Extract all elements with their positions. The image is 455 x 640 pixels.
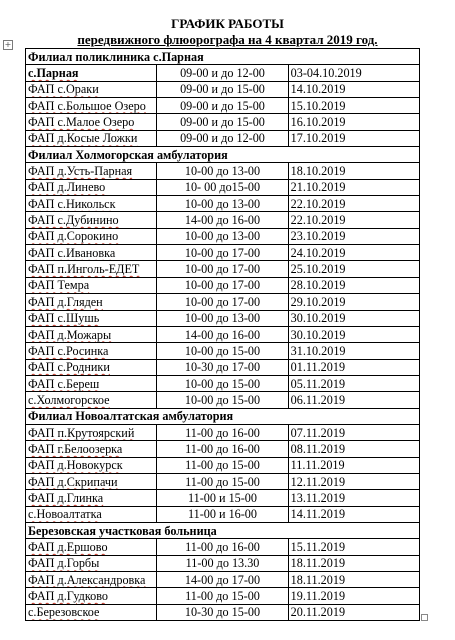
facility-name-text: ФАП с.Ивановка — [28, 245, 116, 260]
working-hours-text: 10-00 до 17-00 — [184, 245, 261, 260]
facility-name-text: ФАП с.Ораки — [28, 82, 99, 97]
working-hours-cell — [157, 506, 288, 522]
facility-name-cell — [26, 457, 157, 473]
working-hours-text: 10-00 до 17-00 — [184, 262, 261, 277]
facility-name-cell — [26, 196, 157, 212]
table-row — [26, 310, 420, 326]
visit-date-cell — [288, 359, 419, 375]
table-row — [26, 326, 420, 342]
table-row — [26, 441, 420, 457]
working-hours-cell — [157, 228, 288, 244]
working-hours-text: 09-00 и до 12-00 — [180, 66, 265, 81]
visit-date-cell — [288, 114, 419, 130]
table-row — [26, 506, 420, 522]
table-row — [26, 457, 420, 473]
facility-name-text: ФАП п.Крутоярский — [28, 425, 135, 440]
working-hours-cell — [157, 114, 288, 130]
working-hours-cell — [157, 375, 288, 391]
working-hours-cell — [157, 130, 288, 146]
section-header-row — [26, 147, 420, 163]
facility-name-text: ФАП д.Горбы — [28, 556, 100, 571]
visit-date-cell — [288, 65, 419, 81]
visit-date-cell — [288, 130, 419, 146]
visit-date-text: 06.11.2019 — [290, 392, 346, 407]
facility-name-cell — [26, 310, 157, 326]
facility-name-text: ФАП с.Шушь — [28, 311, 100, 326]
working-hours-text: 14-00 до 16-00 — [184, 213, 261, 228]
facility-name-text: ФАП д.Косые Ложки — [28, 131, 138, 146]
facility-name-text: ФАП с.Большое Озеро — [28, 98, 146, 113]
table-row — [26, 375, 420, 391]
visit-date-text: 18.10.2019 — [290, 164, 346, 179]
working-hours-cell — [157, 457, 288, 473]
visit-date-cell — [288, 98, 419, 114]
facility-name-text: ФАП Темра — [28, 278, 90, 293]
visit-date-text: 12.11.2019 — [290, 474, 346, 489]
working-hours-text: 10-00 до 15-00 — [184, 343, 261, 358]
working-hours-text: 11-00 и 16-00 — [187, 507, 257, 522]
visit-date-cell — [288, 228, 419, 244]
working-hours-text: 11-00 до 16-00 — [185, 539, 260, 554]
working-hours-cell — [157, 294, 288, 310]
working-hours-cell — [157, 163, 288, 179]
table-row — [26, 261, 420, 277]
facility-name-cell — [26, 212, 157, 228]
visit-date-text: 30.10.2019 — [290, 311, 346, 326]
working-hours-cell — [157, 392, 288, 408]
visit-date-text: 25.10.2019 — [290, 262, 346, 277]
working-hours-cell — [157, 604, 288, 620]
section-header-label: Филиал поликлиника с.Парная — [26, 49, 420, 65]
working-hours-text: 11-00 до 15-00 — [185, 474, 260, 489]
table-row — [26, 81, 420, 97]
facility-name-cell — [26, 572, 157, 588]
facility-name-text: ФАП г.Белоозерка — [28, 441, 123, 456]
facility-name-cell — [26, 163, 157, 179]
working-hours-text: 09-00 и до 15-00 — [180, 82, 265, 97]
visit-date-cell — [288, 441, 419, 457]
table-row — [26, 588, 420, 604]
visit-date-cell — [288, 473, 419, 489]
facility-name-text: ФАП д.Ершово — [28, 539, 108, 554]
table-row — [26, 392, 420, 408]
facility-name-text: с.Парная — [28, 66, 79, 81]
visit-date-cell — [288, 294, 419, 310]
table-row — [26, 98, 420, 114]
facility-name-text: ФАП д.Усть-Парная — [28, 164, 133, 179]
visit-date-cell — [288, 506, 419, 522]
working-hours-cell — [157, 555, 288, 571]
facility-name-cell — [26, 98, 157, 114]
working-hours-cell — [157, 65, 288, 81]
facility-name-cell — [26, 604, 157, 620]
visit-date-text: 31.10.2019 — [290, 343, 346, 358]
visit-date-text: 07.11.2019 — [290, 425, 346, 440]
visit-date-cell — [288, 604, 419, 620]
facility-name-text: ФАП д.Новокурск — [28, 458, 123, 473]
working-hours-text: 11-00 до 13.30 — [185, 556, 260, 571]
working-hours-cell — [157, 326, 288, 342]
working-hours-text: 11-00 до 15-00 — [185, 458, 260, 473]
visit-date-text: 18.11.2019 — [290, 556, 346, 571]
visit-date-text: 30.10.2019 — [290, 327, 346, 342]
visit-date-text: 24.10.2019 — [290, 245, 346, 260]
working-hours-text: 10-30 до 17-00 — [184, 360, 261, 375]
table-row — [26, 473, 420, 489]
table-row — [26, 343, 420, 359]
visit-date-cell — [288, 81, 419, 97]
visit-date-text: 17.10.2019 — [290, 131, 346, 146]
section-header-label: Филиал Новоалтатская амбулатория — [26, 408, 420, 424]
facility-name-cell — [26, 65, 157, 81]
working-hours-cell — [157, 179, 288, 195]
facility-name-cell — [26, 277, 157, 293]
working-hours-text: 09-00 и до 15-00 — [180, 115, 265, 130]
visit-date-text: 05.11.2019 — [290, 376, 346, 391]
facility-name-text: ФАП д.Глинка — [28, 490, 104, 505]
facility-name-cell — [26, 228, 157, 244]
table-move-handle-icon[interactable]: + — [4, 40, 12, 49]
working-hours-text: 10-00 до 15-00 — [184, 392, 261, 407]
facility-name-cell — [26, 555, 157, 571]
working-hours-text: 10-30 до 15-00 — [184, 605, 261, 620]
working-hours-text: 09-00 и до 12-00 — [180, 131, 265, 146]
visit-date-text: 28.10.2019 — [290, 278, 346, 293]
working-hours-text: 14-00 до 17-00 — [184, 572, 261, 587]
table-row — [26, 359, 420, 375]
visit-date-text: 20.11.2019 — [290, 605, 346, 620]
working-hours-text: 14-00 до 16-00 — [184, 327, 261, 342]
visit-date-cell — [288, 163, 419, 179]
facility-name-cell — [26, 441, 157, 457]
working-hours-text: 10-00 до 15-00 — [184, 376, 261, 391]
visit-date-text: 23.10.2019 — [290, 229, 346, 244]
table-row — [26, 424, 420, 440]
visit-date-text: 13.11.2019 — [290, 490, 346, 505]
facility-name-cell — [26, 179, 157, 195]
table-row — [26, 277, 420, 293]
working-hours-cell — [157, 588, 288, 604]
working-hours-text: 10-00 до 17-00 — [184, 294, 261, 309]
table-row — [26, 539, 420, 555]
facility-name-text: ФАП с.Дубинино — [28, 213, 119, 228]
working-hours-cell — [157, 98, 288, 114]
working-hours-text: 10-00 до 13-00 — [184, 311, 261, 326]
visit-date-text: 14.10.2019 — [290, 82, 346, 97]
working-hours-cell — [157, 212, 288, 228]
table-row — [26, 604, 420, 620]
table-row — [26, 65, 420, 81]
section-header-row — [26, 408, 420, 424]
visit-date-cell — [288, 179, 419, 195]
facility-name-cell — [26, 343, 157, 359]
working-hours-text: 10-00 до 13-00 — [184, 196, 261, 211]
working-hours-text: 11-00 до 15-00 — [185, 589, 260, 604]
facility-name-cell — [26, 81, 157, 97]
visit-date-text: 19.11.2019 — [290, 589, 346, 604]
visit-date-text: 18.11.2019 — [290, 572, 346, 587]
working-hours-cell — [157, 424, 288, 440]
facility-name-cell — [26, 326, 157, 342]
facility-name-cell — [26, 114, 157, 130]
visit-date-text: 15.11.2019 — [290, 539, 346, 554]
working-hours-text: 10-00 до 13-00 — [184, 229, 261, 244]
facility-name-text: с.Березовское — [28, 605, 100, 620]
visit-date-cell — [288, 555, 419, 571]
section-header-label: Филиал Холмогорская амбулатория — [26, 147, 420, 163]
table-row — [26, 196, 420, 212]
working-hours-text: 11-00 и 15-00 — [187, 490, 257, 505]
table-row — [26, 179, 420, 195]
visit-date-cell — [288, 490, 419, 506]
facility-name-cell — [26, 245, 157, 261]
visit-date-text: 16.10.2019 — [290, 115, 346, 130]
facility-name-text: ФАП д.Гляден — [28, 294, 103, 309]
facility-name-text: ФАП д.Можары — [28, 327, 112, 342]
working-hours-cell — [157, 539, 288, 555]
visit-date-cell — [288, 588, 419, 604]
working-hours-text: 09-00 и до 15-00 — [180, 98, 265, 113]
facility-name-text: ФАП с.Малое Озеро — [28, 115, 135, 130]
visit-date-cell — [288, 310, 419, 326]
visit-date-cell — [288, 392, 419, 408]
section-header-row — [26, 49, 420, 65]
facility-name-cell — [26, 588, 157, 604]
facility-name-text: ФАП д.Александровка — [28, 572, 146, 587]
visit-date-text: 22.10.2019 — [290, 213, 346, 228]
working-hours-cell — [157, 473, 288, 489]
facility-name-cell — [26, 294, 157, 310]
working-hours-text: 10-00 до 13-00 — [184, 164, 261, 179]
section-header-label: Березовская участковая больница — [26, 522, 420, 538]
working-hours-text: 11-00 до 16-00 — [185, 441, 260, 456]
facility-name-text: ФАП п.Инголь-ЕДЕТ — [28, 262, 140, 277]
facility-name-text: ФАП с.Никольск — [28, 196, 116, 211]
facility-name-text: ФАП с.Береш — [28, 376, 100, 391]
visit-date-cell — [288, 326, 419, 342]
section-header-row — [26, 522, 420, 538]
facility-name-cell — [26, 473, 157, 489]
visit-date-cell — [288, 212, 419, 228]
working-hours-text: 10-00 до 17-00 — [184, 278, 261, 293]
working-hours-cell — [157, 490, 288, 506]
table-row — [26, 212, 420, 228]
facility-name-text: ФАП д.Сорокино — [28, 229, 119, 244]
table-row — [26, 572, 420, 588]
facility-name-cell — [26, 375, 157, 391]
visit-date-text: 21.10.2019 — [290, 180, 346, 195]
visit-date-cell — [288, 424, 419, 440]
working-hours-text: 10- 00 до15-00 — [184, 180, 261, 195]
facility-name-text: с.Новоалтатка — [28, 507, 102, 522]
visit-date-text: 14.11.2019 — [290, 507, 346, 522]
working-hours-cell — [157, 277, 288, 293]
working-hours-cell — [157, 359, 288, 375]
table-row — [26, 114, 420, 130]
table-row — [26, 130, 420, 146]
facility-name-text: ФАП д.Гудково — [28, 589, 109, 604]
facility-name-cell — [26, 261, 157, 277]
facility-name-cell — [26, 392, 157, 408]
visit-date-cell — [288, 245, 419, 261]
visit-date-text: 11.11.2019 — [290, 458, 345, 473]
table-resize-handle[interactable] — [421, 614, 428, 621]
working-hours-cell — [157, 343, 288, 359]
working-hours-cell — [157, 261, 288, 277]
facility-name-text: ФАП с.Родники — [28, 360, 110, 375]
facility-name-cell — [26, 359, 157, 375]
working-hours-cell — [157, 245, 288, 261]
working-hours-cell — [157, 196, 288, 212]
visit-date-cell — [288, 196, 419, 212]
working-hours-cell — [157, 81, 288, 97]
visit-date-text: 01.11.2019 — [290, 360, 346, 375]
visit-date-text: 08.11.2019 — [290, 441, 346, 456]
visit-date-cell — [288, 343, 419, 359]
visit-date-cell — [288, 375, 419, 391]
visit-date-cell — [288, 572, 419, 588]
table-row — [26, 555, 420, 571]
visit-date-text: 29.10.2019 — [290, 294, 346, 309]
facility-name-text: с.Холмогорское — [28, 392, 110, 407]
working-hours-cell — [157, 441, 288, 457]
facility-name-cell — [26, 130, 157, 146]
table-row — [26, 228, 420, 244]
facility-name-text: ФАП д.Линево — [28, 180, 106, 195]
table-row — [26, 163, 420, 179]
facility-name-text: ФАП с.Росинка — [28, 343, 109, 358]
document-title: ГРАФИК РАБОТЫ — [171, 16, 284, 31]
facility-name-cell — [26, 506, 157, 522]
table-row — [26, 490, 420, 506]
visit-date-text: 15.10.2019 — [290, 98, 346, 113]
facility-name-cell — [26, 539, 157, 555]
working-hours-cell — [157, 310, 288, 326]
facility-name-text: ФАП д.Скрипачи — [28, 474, 118, 489]
working-hours-text: 11-00 до 16-00 — [185, 425, 260, 440]
visit-date-cell — [288, 261, 419, 277]
visit-date-text: 03-04.10.2019 — [290, 66, 362, 81]
facility-name-cell — [26, 490, 157, 506]
schedule-table — [25, 48, 420, 621]
working-hours-cell — [157, 572, 288, 588]
facility-name-cell — [26, 424, 157, 440]
visit-date-cell — [288, 277, 419, 293]
table-row — [26, 245, 420, 261]
visit-date-cell — [288, 457, 419, 473]
document-subtitle: передвижного флюорографа на 4 квартал 2019 год. — [77, 32, 378, 47]
table-row — [26, 294, 420, 310]
visit-date-cell — [288, 539, 419, 555]
visit-date-text: 22.10.2019 — [290, 196, 346, 211]
